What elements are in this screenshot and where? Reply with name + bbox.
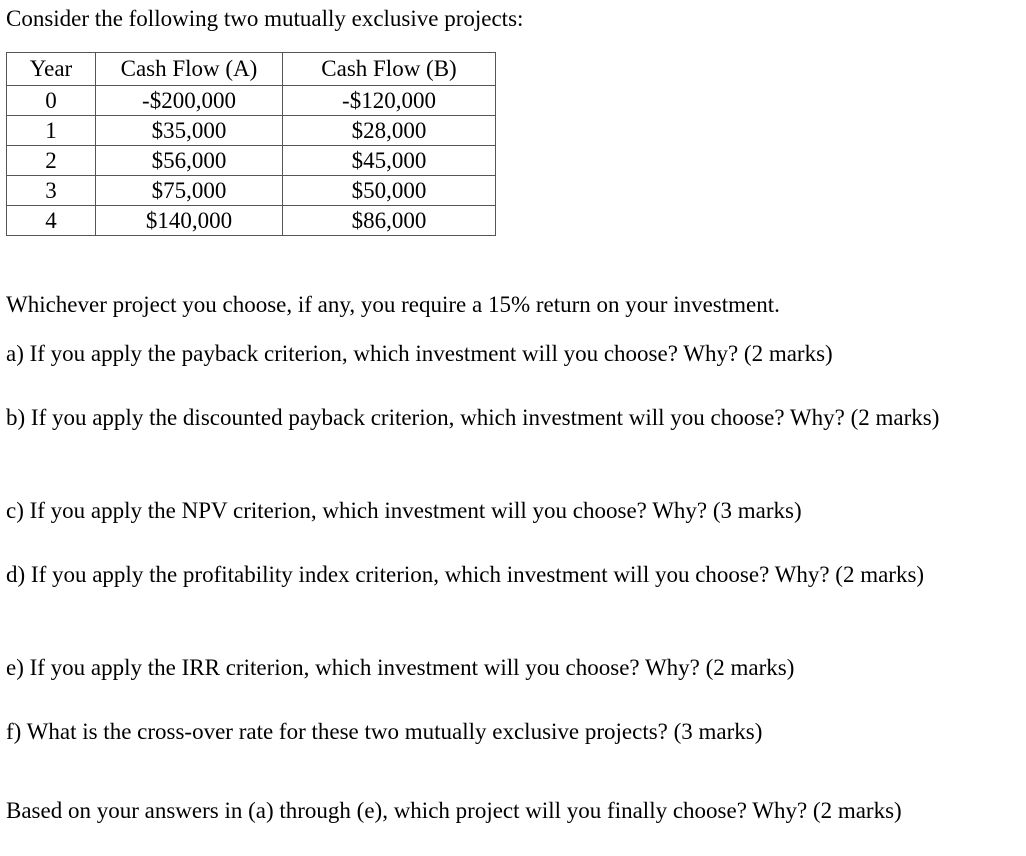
year-cell: 1 bbox=[7, 116, 96, 146]
cash-flow-b-cell: $45,000 bbox=[283, 146, 496, 176]
year-cell: 2 bbox=[7, 146, 96, 176]
cash-flow-a-cell: $56,000 bbox=[96, 146, 283, 176]
year-cell: 3 bbox=[7, 176, 96, 206]
header-cash-flow-b: Cash Flow (B) bbox=[283, 53, 496, 86]
table-row bbox=[7, 146, 496, 176]
table-row bbox=[7, 176, 496, 206]
cash-flow-a-cell: -$200,000 bbox=[96, 86, 283, 116]
cash-flow-b-cell: $28,000 bbox=[283, 116, 496, 146]
year-cell: 0 bbox=[7, 86, 96, 116]
question-a: a) If you apply the payback criterion, which investment will you choose? Why? (2 marks) bbox=[6, 341, 833, 366]
cash-flow-a-cell: $75,000 bbox=[96, 176, 283, 206]
cash-flow-a-cell: $35,000 bbox=[96, 116, 283, 146]
table-row bbox=[7, 116, 496, 146]
cash-flow-table bbox=[6, 52, 496, 236]
question-f: f) What is the cross-over rate for these two mutually exclusive projects? (3 marks) bbox=[6, 719, 763, 744]
table-row bbox=[7, 86, 496, 116]
question-b: b) If you apply the discounted payback criterion, which investment will you choose? Why? (2 marks) bbox=[6, 405, 940, 430]
cash-flow-b-cell: $86,000 bbox=[283, 206, 496, 236]
final-question: Based on your answers in (a) through (e), which project will you finally choose? Why? (2 marks) bbox=[6, 798, 902, 823]
table-header-row bbox=[7, 53, 496, 86]
header-cash-flow-a: Cash Flow (A) bbox=[96, 53, 283, 86]
required-return-text: Whichever project you choose, if any, you require a 15% return on your investment. bbox=[6, 292, 780, 317]
question-c: c) If you apply the NPV criterion, which investment will you choose? Why? (3 marks) bbox=[6, 498, 802, 523]
question-d: d) If you apply the profitability index criterion, which investment will you choose? Why? (2 marks) bbox=[6, 562, 925, 587]
question-e: e) If you apply the IRR criterion, which investment will you choose? Why? (2 marks) bbox=[6, 655, 795, 680]
table-row bbox=[7, 206, 496, 236]
cash-flow-b-cell: -$120,000 bbox=[283, 86, 496, 116]
intro-text: Consider the following two mutually exclusive projects: bbox=[6, 6, 524, 31]
cash-flow-b-cell: $50,000 bbox=[283, 176, 496, 206]
year-cell: 4 bbox=[7, 206, 96, 236]
cash-flow-a-cell: $140,000 bbox=[96, 206, 283, 236]
header-year: Year bbox=[7, 53, 96, 86]
